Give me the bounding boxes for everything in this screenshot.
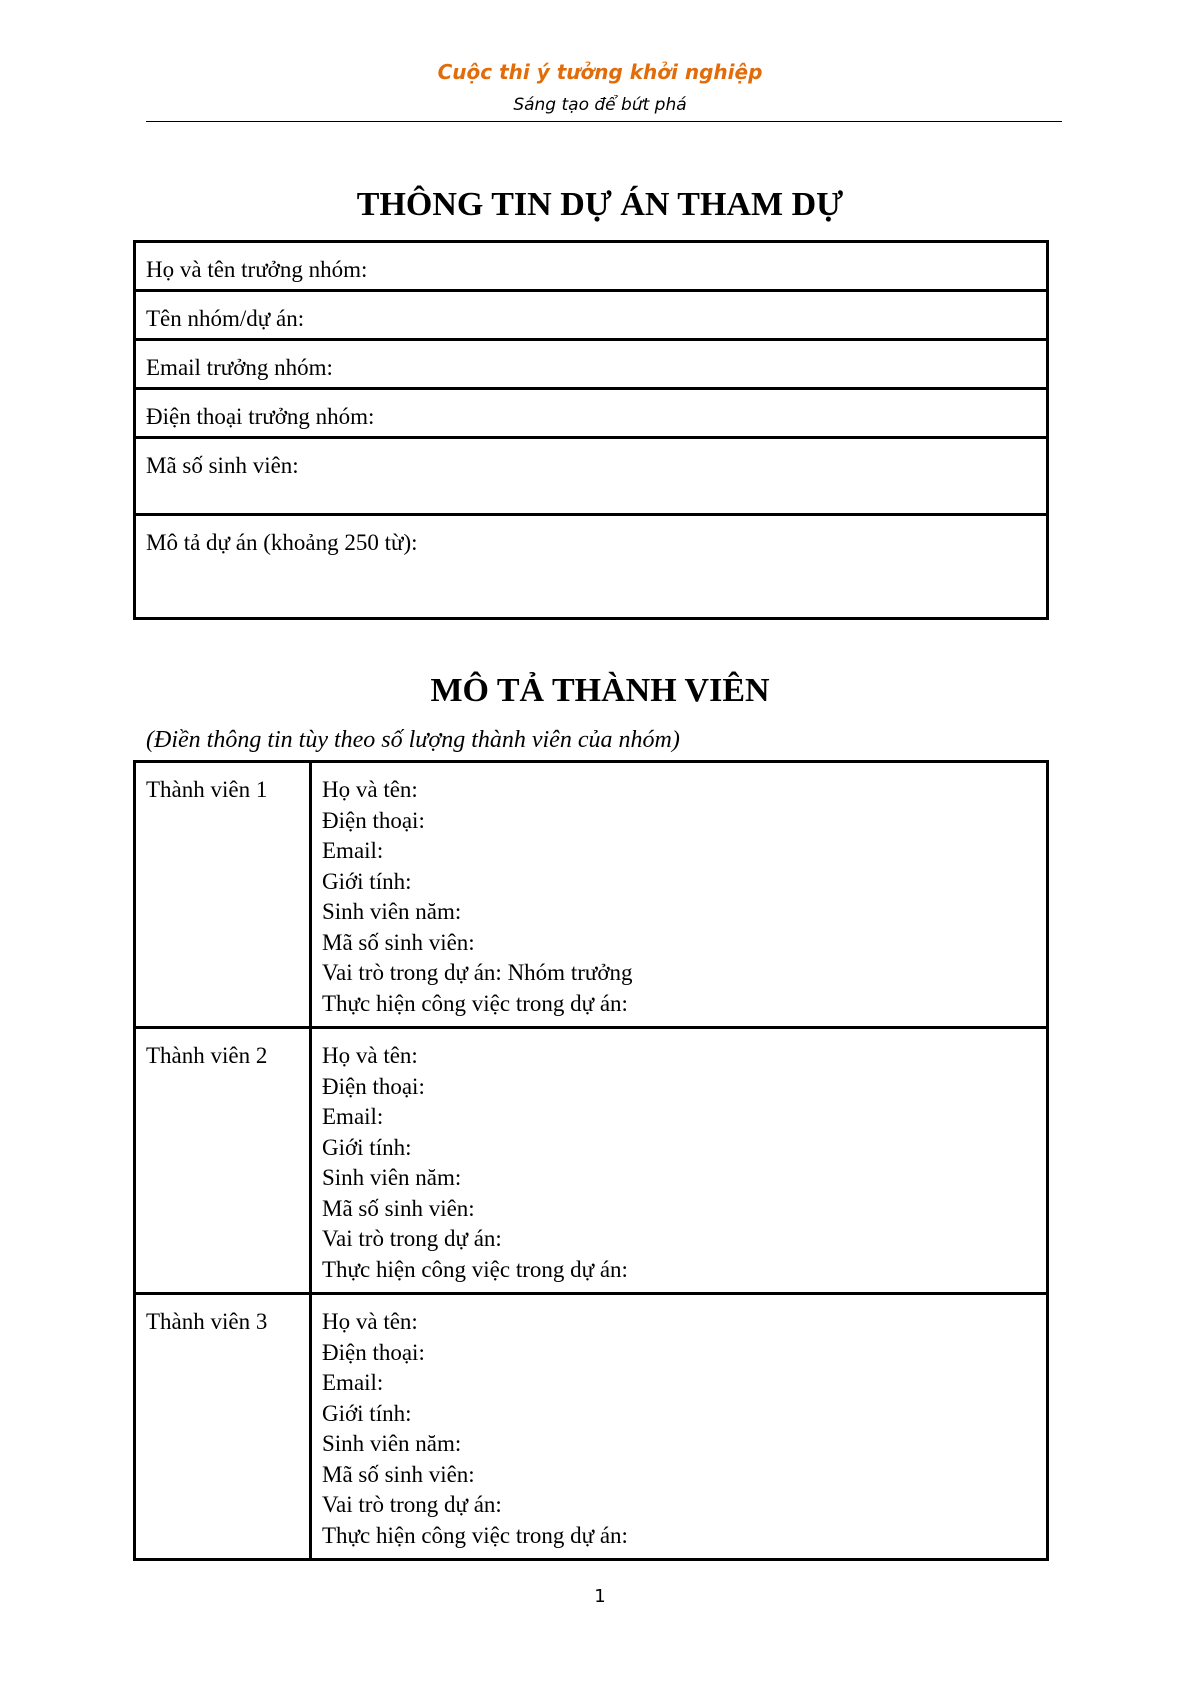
member-phone-field: Điện thoại: [322, 1339, 425, 1365]
member-phone-field: Điện thoại: [322, 807, 425, 833]
member-details-cell[interactable] [311, 762, 1048, 1028]
member-row [135, 762, 1048, 1028]
member-label-cell [135, 1028, 311, 1294]
leader-email-field[interactable]: Email trưởng nhóm: [135, 340, 1048, 389]
header-divider [146, 121, 1062, 122]
member-tasks-field: Thực hiện công việc trong dự án: [322, 1256, 628, 1282]
table-row [135, 515, 1048, 619]
project-info-table [133, 240, 1049, 620]
member-gender-field: Giới tính: [322, 1400, 412, 1426]
members-note: (Điền thông tin tùy theo số lượng thành viên của nhóm) [146, 727, 680, 753]
member-tasks-field: Thực hiện công việc trong dự án: [322, 990, 628, 1016]
member-label: Thành viên 2 [146, 1043, 268, 1068]
member-role-field: Vai trò trong dự án: [322, 1226, 502, 1251]
members-title: MÔ TẢ THÀNH VIÊN [430, 672, 770, 709]
project-info-title: THÔNG TIN DỰ ÁN THAM DỰ [356, 186, 844, 223]
member-label-cell [135, 1294, 311, 1560]
member-gender-field: Giới tính: [322, 868, 412, 894]
table-row [135, 438, 1048, 515]
member-gender-field: Giới tính: [322, 1134, 412, 1160]
leader-name-field[interactable]: Họ và tên trưởng nhóm: [135, 242, 1048, 291]
member-email-field: Email: [322, 838, 384, 863]
member-email-field: Email: [322, 1104, 384, 1129]
member-name-field: Họ và tên: [322, 1309, 418, 1334]
student-id-field[interactable]: Mã số sinh viên: [135, 438, 1048, 515]
member-row [135, 1028, 1048, 1294]
member-label: Thành viên 3 [146, 1309, 268, 1334]
member-details-cell[interactable] [311, 1028, 1048, 1294]
project-description-field[interactable]: Mô tả dự án (khoảng 250 từ): [135, 515, 1048, 619]
member-phone-field: Điện thoại: [322, 1073, 425, 1099]
member-year-field: Sinh viên năm: [322, 899, 462, 924]
member-label-cell [135, 762, 311, 1028]
page-number: 1 [594, 1586, 606, 1607]
member-year-field: Sinh viên năm: [322, 1165, 462, 1190]
table-row [135, 389, 1048, 438]
member-email-field: Email: [322, 1370, 384, 1395]
member-role-field: Vai trò trong dự án: [322, 1492, 502, 1517]
members-table [133, 760, 1049, 1561]
member-label: Thành viên 1 [146, 777, 268, 802]
table-row [135, 291, 1048, 340]
member-student-id-field: Mã số sinh viên: [322, 1461, 475, 1487]
member-name-field: Họ và tên: [322, 777, 418, 802]
member-details-cell[interactable] [311, 1294, 1048, 1560]
member-tasks-field: Thực hiện công việc trong dự án: [322, 1522, 628, 1548]
member-name-field: Họ và tên: [322, 1043, 418, 1068]
member-student-id-field: Mã số sinh viên: [322, 1195, 475, 1221]
header-title: Cuộc thi ý tưởng khởi nghiệp [437, 60, 763, 84]
member-role-field: Vai trò trong dự án: Nhóm trưởng [322, 960, 633, 985]
header-subtitle: Sáng tạo để bứt phá [513, 95, 687, 115]
member-year-field: Sinh viên năm: [322, 1431, 462, 1456]
project-name-field[interactable]: Tên nhóm/dự án: [135, 291, 1048, 340]
leader-phone-field[interactable]: Điện thoại trưởng nhóm: [135, 389, 1048, 438]
member-row [135, 1294, 1048, 1560]
member-student-id-field: Mã số sinh viên: [322, 929, 475, 955]
table-row [135, 242, 1048, 291]
table-row [135, 340, 1048, 389]
